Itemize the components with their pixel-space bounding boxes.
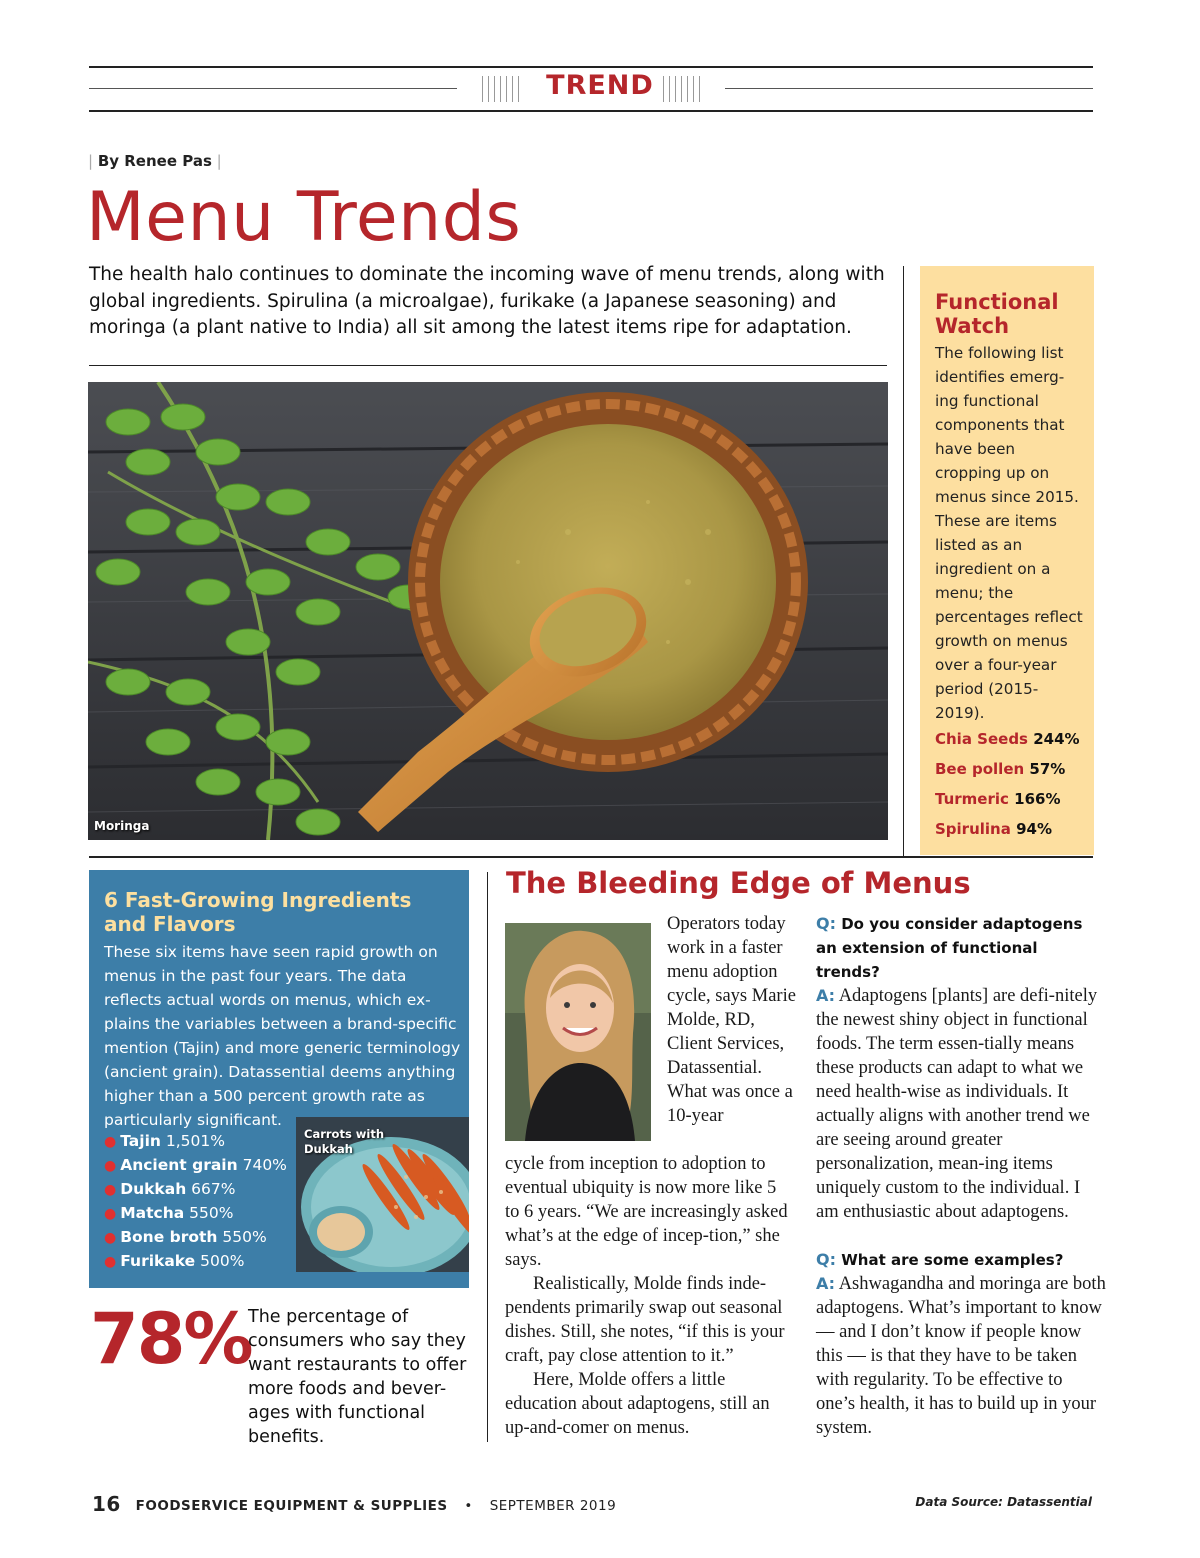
paragraph: cycle from inception to adoption to eventual ubiquity is now more like 5 to 6 years. “We are increasingly asked what’s at the edge of incep-tion,” she says. [505, 1154, 788, 1270]
feature-col1-top: Operators today work in a faster menu adoption cycle, says Marie Molde, RD, Client Services, Datassential. What was once a 10-year [667, 914, 796, 1126]
moringa-illustration [88, 382, 888, 840]
publication-name: FOODSERVICE EQUIPMENT & SUPPLIES [135, 1498, 448, 1514]
a-label: A: [816, 986, 836, 1005]
data-source: Data Source: Datassential [915, 1495, 1092, 1509]
list-item [104, 1228, 267, 1246]
hero-top-rule [89, 365, 887, 366]
section-tag: TREND [546, 70, 654, 101]
stat-value: 166% [1014, 790, 1061, 808]
page-title: Menu Trends [86, 178, 522, 257]
bullet-icon: ● [104, 1254, 117, 1270]
item-value: 1,501% [165, 1132, 225, 1150]
stat-value: 57% [1029, 760, 1066, 778]
list-item [104, 1180, 236, 1198]
page-number: 16 [92, 1492, 121, 1516]
sidebar-divider [903, 266, 904, 856]
sidebar-body: The following list identifies emerg-ing functional components that have been cropping up on menus since 2015. These are items listed as an ingredient on a menu; the percentages reflect growth on menus over a four-year period (2015-2019). [935, 344, 1083, 722]
bullet-icon: ● [104, 1134, 117, 1150]
bullet-icon: ● [104, 1230, 117, 1246]
paragraph: Realistically, Molde finds inde-pendents primarily swap out seasonal dishes. Still, she notes, “if this is your craft, pay close attention to it.” [505, 1274, 785, 1366]
stat-figure: 78% [90, 1298, 252, 1380]
answer [816, 1272, 1106, 1440]
stat-value: 94% [1016, 820, 1052, 838]
issue-date: SEPTEMBER 2019 [489, 1498, 617, 1514]
fast-growing-body: These six items have seen rapid growth on menus in the past four years. The data reflects actual words on menus, which ex-plains the variables between a brand-specific mention (Tajin) and more generic terminology (ancient grain). Datassential deems anything higher than a 500 percent growth rate as particularly significant. [104, 943, 461, 1129]
item-name: Tajin [120, 1132, 161, 1150]
answer [816, 984, 1106, 1224]
header-left-line [89, 88, 457, 89]
question [816, 1248, 1106, 1272]
portrait-photo [505, 923, 651, 1141]
page-footer [92, 1492, 616, 1516]
header-bottom-rule [89, 110, 1093, 112]
header-top-rule [89, 66, 1093, 68]
question-text: What are some examples? [841, 1251, 1064, 1269]
column-divider [487, 872, 488, 1442]
stat-name: Turmeric [935, 790, 1009, 808]
item-value: 550% [189, 1204, 234, 1222]
stat-value: 244% [1033, 730, 1080, 748]
qa-column [816, 912, 1106, 1440]
item-name: Bone broth [120, 1228, 218, 1246]
stat-name: Spirulina [935, 820, 1011, 838]
list-item [104, 1156, 287, 1174]
bullet-icon: ● [104, 1182, 117, 1198]
item-value: 740% [242, 1156, 287, 1174]
carrots-caption: Carrots with Dukkah [304, 1127, 385, 1156]
item-name: Furikake [120, 1252, 196, 1270]
feature-title: The Bleeding Edge of Menus [506, 866, 971, 900]
list-item [104, 1252, 244, 1270]
stat-name: Bee pollen [935, 760, 1025, 778]
answer-text: Ashwagandha and moringa are both adaptogens. What’s important to know — and I don’t know if people know this — is that they have to be taken with regularity. To be effective to one’s health, it has to build up in your system. [816, 1274, 1106, 1438]
sidebar-stat [935, 820, 1052, 838]
list-item [104, 1204, 233, 1222]
hero-bottom-rule [89, 856, 1093, 858]
sidebar-stat [935, 730, 1080, 748]
feature-col1-body [505, 1152, 795, 1440]
sidebar-title: Functional Watch [935, 290, 1059, 338]
header-right-line [725, 88, 1093, 89]
byline-text: By Renee Pas [97, 152, 212, 170]
question [816, 912, 1106, 984]
question-text: Do you consider adaptogens an extension of functional trends? [816, 915, 1083, 981]
sidebar-stat [935, 760, 1065, 778]
stat-name: Chia Seeds [935, 730, 1028, 748]
hero-image-moringa [88, 382, 888, 840]
q-label: Q: [816, 1250, 836, 1269]
item-name: Matcha [120, 1204, 185, 1222]
item-name: Dukkah [120, 1180, 187, 1198]
article-dek: The health halo continues to dominate the incoming wave of menu trends, along with global ingredients. Spirulina (a microalgae), furikake (a Japanese seasoning) and moringa (a plant native to India) all sit among the latest items ripe for adaptation. [89, 264, 885, 338]
item-value: 550% [222, 1228, 267, 1246]
item-name: Ancient grain [120, 1156, 238, 1174]
item-value: 500% [200, 1252, 245, 1270]
sidebar-stat [935, 790, 1060, 808]
a-label: A: [816, 1274, 836, 1293]
answer-text: Adaptogens [plants] are defi-nitely the newest shiny object in functional foods. The term essen-tially means these products can adapt to what we need health-wise as individuals. It actually aligns with another trend we are seeing around greater personalization, mean-ing items uniquely custom to the individual. I am enthusiastic about adaptogens. [816, 986, 1098, 1222]
bullet-icon: ● [104, 1206, 117, 1222]
bullet-icon: ● [104, 1158, 117, 1174]
q-label: Q: [816, 914, 836, 933]
paragraph: Here, Molde offers a little education about adaptogens, still an up-and-comer on menus. [505, 1370, 770, 1438]
stat-text: The percentage of consumers who say they want restaurants to offer more foods and bever-ages with functional benefits. [248, 1307, 467, 1447]
list-item [104, 1132, 225, 1150]
footer-bullet: • [464, 1498, 473, 1514]
item-value: 667% [191, 1180, 236, 1198]
portrait-illustration [505, 923, 651, 1141]
byline: | By Renee Pas | [88, 152, 222, 170]
fast-growing-title: 6 Fast-Growing Ingredients and Flavors [104, 888, 412, 936]
hero-caption: Moringa [94, 819, 150, 833]
